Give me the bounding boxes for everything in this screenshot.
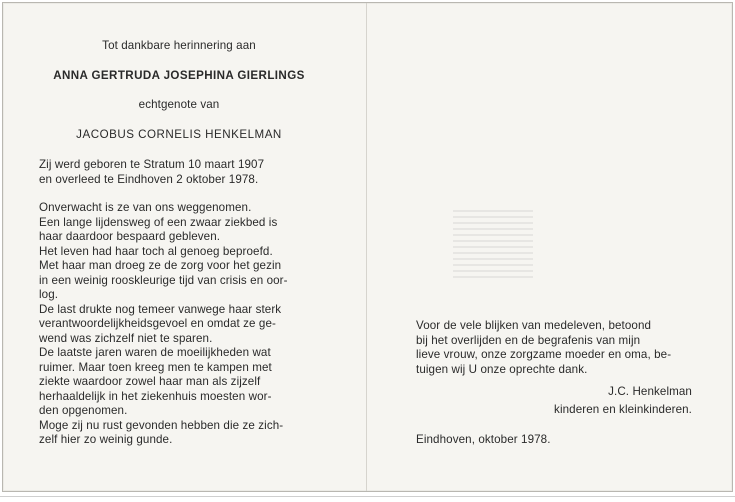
- poem-line: Het leven had haar toch al genoeg beproefd.: [39, 244, 273, 258]
- poem-line: den opgenomen.: [39, 404, 128, 417]
- poem-line: haar daardoor bespaard gebleven.: [39, 230, 221, 243]
- poem-line: zelf hier zo weinig gunde.: [39, 433, 173, 446]
- page-margin: [0, 492, 735, 502]
- poem-line: De last drukte nog temeer vanwege haar sterk: [39, 302, 282, 316]
- family-line: kinderen en kleinkinderen.: [554, 402, 692, 416]
- poem-line: Met haar man droeg ze de zorg voor het gezin: [39, 259, 282, 272]
- place-date: Eindhoven, oktober 1978.: [416, 433, 551, 446]
- poem-line: log.: [39, 288, 59, 301]
- memorial-poem: [39, 201, 319, 448]
- intro-text: Tot dankbare herinnering aan: [102, 39, 256, 52]
- death-line: en overleed te Eindhoven 2 oktober 1978.: [39, 172, 259, 186]
- poem-line: Moge zij nu rust gevonden hebben die ze zich-: [39, 418, 284, 432]
- poem-line: Een lange lijdensweg of een zwaar ziekbed is: [39, 215, 278, 229]
- thanks-text: [416, 319, 692, 377]
- poem-line: herhaaldelijk in het ziekenhuis moesten wor-: [39, 389, 272, 403]
- right-page: [416, 319, 692, 448]
- poem-line: wend was zichzelf niet te sparen.: [39, 331, 213, 345]
- poem-line: ruimer. Maar toen kreeg men te kampen met: [39, 360, 272, 374]
- show-through-print: [453, 208, 533, 278]
- birth-line: Zij werd geboren te Stratum 10 maart 1907: [39, 158, 265, 171]
- thanks-line: tuigen wij U onze oprechte dank.: [416, 362, 588, 376]
- poem-line: in een weinig rooskleurige tijd van crisis en oor-: [39, 273, 288, 287]
- signature: J.C. Henkelman: [608, 385, 692, 398]
- poem-line: De laatste jaren waren de moeilijkheden wat: [39, 346, 271, 359]
- spouse-name: JACOBUS CORNELIS HENKELMAN: [76, 127, 282, 141]
- poem-line: verantwoordelijkheidsgevoel en omdat ze ge-: [39, 317, 276, 330]
- card-fold-line: [366, 3, 367, 491]
- birth-death-text: [39, 158, 319, 187]
- memorial-card: [2, 2, 733, 492]
- poem-line: ziekte waardoor zowel haar man als zijzelf: [39, 375, 261, 388]
- relation-text: echtgenote van: [138, 98, 220, 111]
- thanks-line: lieve vrouw, onze zorgzame moeder en oma, be-: [416, 348, 672, 361]
- poem-line: Onverwacht is ze van ons weggenomen.: [39, 201, 252, 214]
- deceased-name: ANNA GERTRUDA JOSEPHINA GIERLINGS: [53, 68, 305, 82]
- scan-edge-line: [0, 496, 735, 497]
- left-page: [39, 39, 319, 448]
- thanks-line: bij het overlijden en de begrafenis van mijn: [416, 333, 641, 347]
- thanks-line: Voor de vele blijken van medeleven, betoond: [416, 319, 652, 332]
